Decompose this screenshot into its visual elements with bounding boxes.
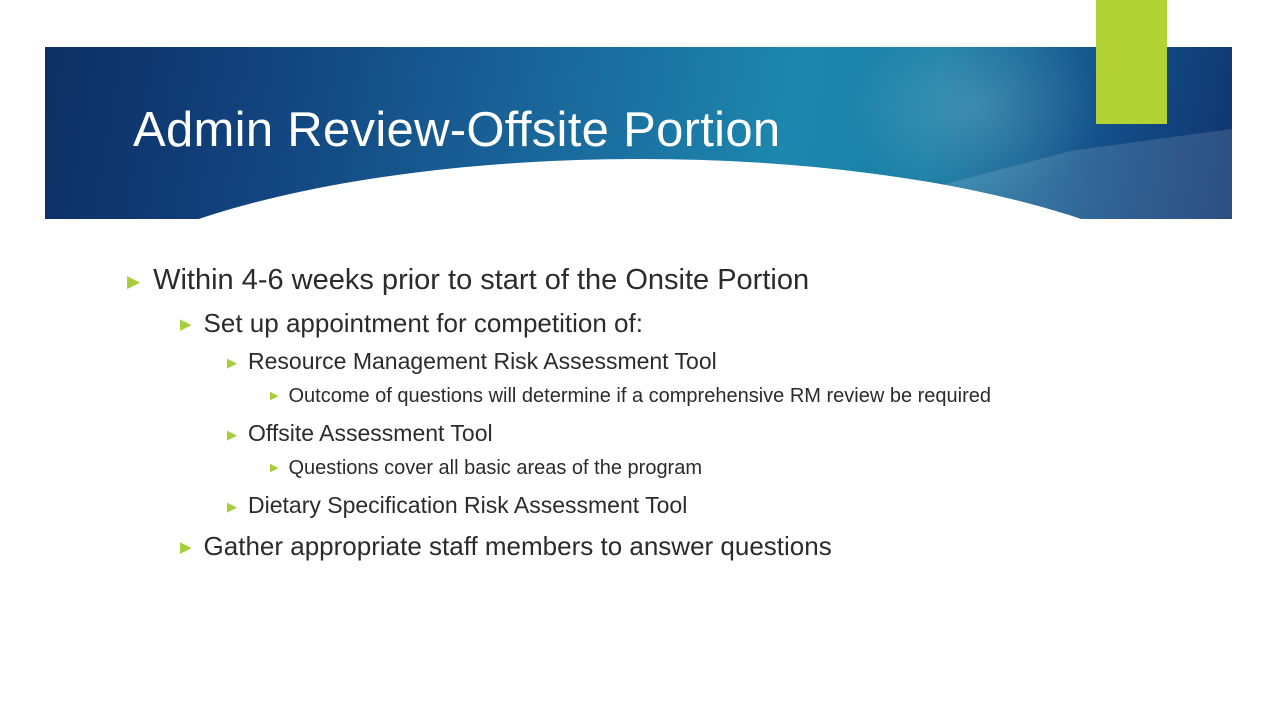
slide-body-list <box>0 262 1280 571</box>
list-item <box>0 383 1280 409</box>
bullet-triangle-icon: ▶ <box>270 389 279 402</box>
bullet-triangle-icon: ▶ <box>127 272 141 291</box>
list-item-label: Resource Management Risk Assessment Tool <box>248 348 717 375</box>
bullet-triangle-icon: ▶ <box>227 427 237 443</box>
list-item-label: Dietary Specification Risk Assessment Tool <box>248 492 688 519</box>
list-item <box>0 262 1280 299</box>
list-item-label: Offsite Assessment Tool <box>248 420 493 447</box>
list-item <box>0 491 1280 520</box>
bullet-triangle-icon: ▶ <box>270 461 279 474</box>
list-item <box>0 419 1280 448</box>
list-item-label: Set up appointment for competition of: <box>203 308 643 339</box>
list-item-label: Questions cover all basic areas of the program <box>288 456 703 479</box>
page-title: Admin Review-Offsite Portion <box>133 103 781 157</box>
list-item <box>0 455 1280 481</box>
bullet-triangle-icon: ▶ <box>180 539 192 557</box>
list-item <box>0 530 1280 563</box>
list-item <box>0 307 1280 340</box>
accent-rectangle <box>1096 0 1167 124</box>
bullet-triangle-icon: ▶ <box>227 355 237 371</box>
bullet-triangle-icon: ▶ <box>180 316 192 334</box>
bullet-triangle-icon: ▶ <box>227 499 237 515</box>
list-item <box>0 347 1280 376</box>
list-item-label: Gather appropriate staff members to answer questions <box>203 531 832 562</box>
list-item-label: Within 4-6 weeks prior to start of the Onsite Portion <box>153 264 810 296</box>
list-item-label: Outcome of questions will determine if a comprehensive RM review be required <box>288 384 992 407</box>
